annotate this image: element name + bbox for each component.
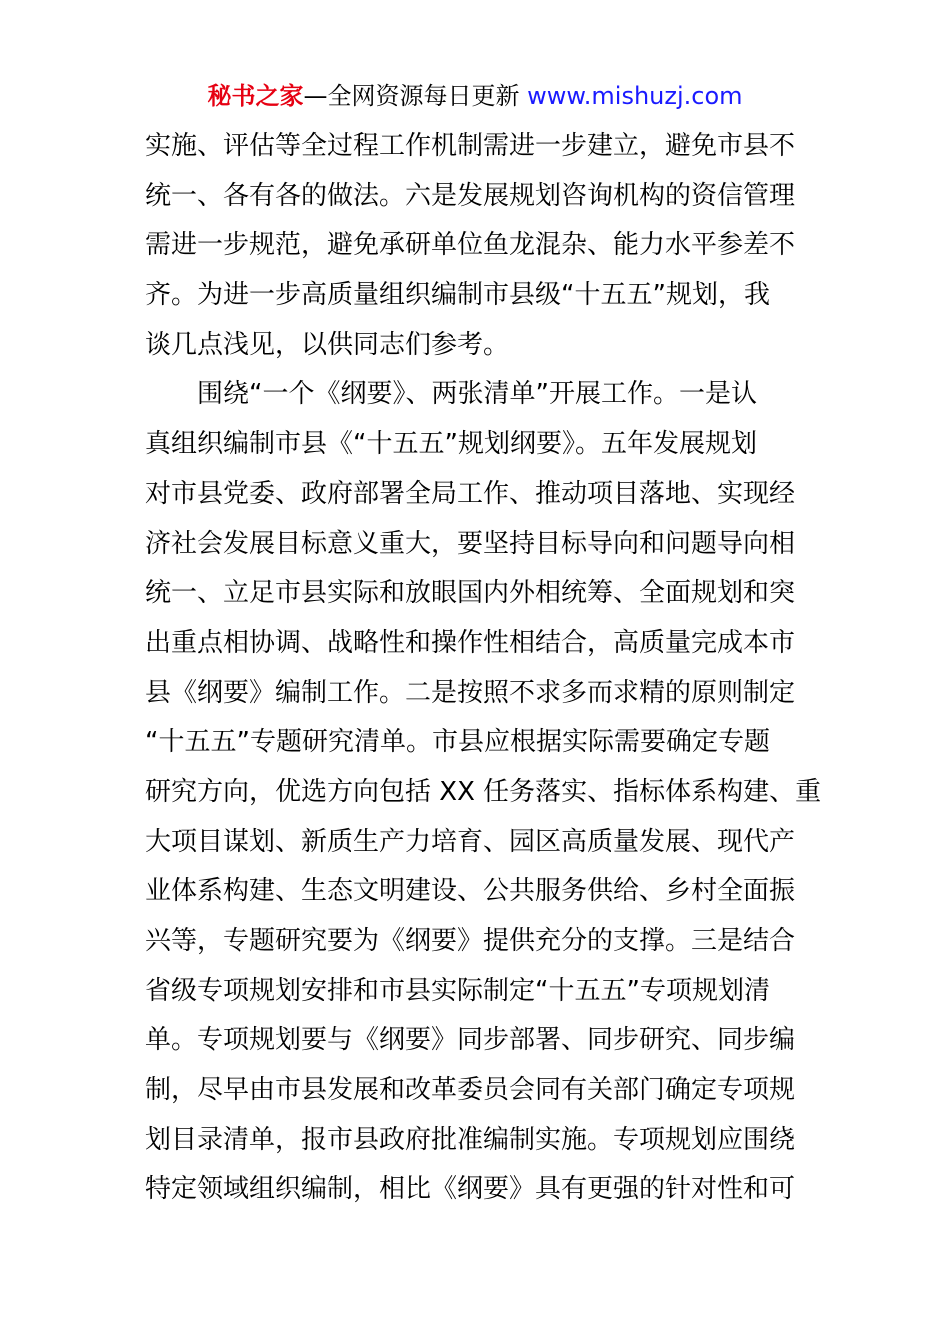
body-line: 对市县党委、政府部署全局工作、推动项目落地、实现经 (145, 478, 796, 509)
body-line: “十五五”专题研究清单。市县应根据实际需要确定专题 (145, 727, 770, 758)
body-line: 统一、立足市县实际和放眼国内外相统筹、全面规划和突 (145, 578, 796, 609)
body-line: 特定领域组织编制，相比《纲要》具有更强的针对性和可 (145, 1174, 796, 1205)
body-line: 统一、各有各的做法。六是发展规划咨询机构的资信管理 (145, 180, 796, 211)
body-line: 大项目谋划、新质生产力培育、园区高质量发展、现代产 (145, 826, 796, 857)
body-line: 划目录清单，报市县政府批准编制实施。专项规划应围绕 (145, 1124, 796, 1155)
body-line: 业体系构建、生态文明建设、公共服务供给、乡村全面振 (145, 876, 796, 907)
body-line: 省级专项规划安排和市县实际制定“十五五”专项规划清 (145, 975, 770, 1006)
header-url[interactable]: www.mishuzj.com (527, 82, 743, 110)
body-line: 单。专项规划要与《纲要》同步部署、同步研究、同步编 (145, 1025, 796, 1056)
header-tagline: —全网资源每日更新 (303, 82, 528, 110)
body-line: 需进一步规范，避免承研单位鱼龙混杂、能力水平参差不 (145, 230, 796, 261)
body-line: 制，尽早由市县发展和改革委员会同有关部门确定专项规 (145, 1075, 796, 1106)
document-body (145, 122, 822, 1215)
body-line: 齐。为进一步高质量组织编制市县级“十五五”规划，我 (145, 280, 770, 311)
body-line: 济社会发展目标意义重大，要坚持目标导向和问题导向相 (145, 528, 796, 559)
body-line: 出重点相协调、战略性和操作性相结合，高质量完成本市 (145, 627, 796, 658)
body-line: 县《纲要》编制工作。二是按照不求多而求精的原则制定 (145, 677, 796, 708)
body-line: 研究方向，优选方向包括 XX 任务落实、指标体系构建、重 (145, 776, 822, 807)
body-line: 实施、评估等全过程工作机制需进一步建立，避免市县不 (145, 131, 796, 161)
header-brand: 秘书之家 (207, 82, 304, 110)
page-header (0, 78, 950, 114)
body-line: 兴等，专题研究要为《纲要》提供充分的支撑。三是结合 (145, 926, 796, 956)
body-line: 谈几点浅见，以供同志们参考。 (145, 329, 510, 360)
body-line: 真组织编制市县《“十五五”规划纲要》。五年发展规划 (145, 429, 757, 460)
body-line-paragraph-start: 围绕“一个《纲要》、两张清单”开展工作。一是认 (197, 379, 757, 410)
